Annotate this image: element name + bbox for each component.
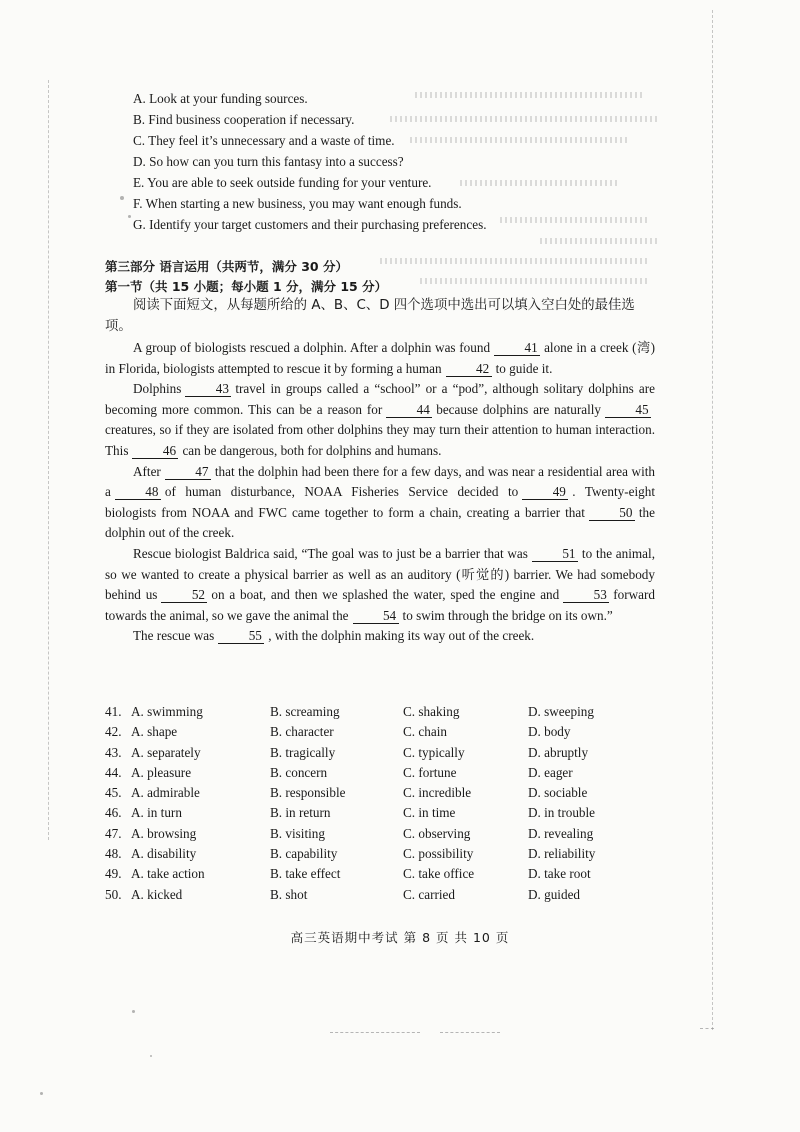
scan-speck — [128, 215, 131, 218]
paragraph: The rescue was 55 , with the dolphin making its way out of the creek. — [133, 628, 535, 644]
choice-row: 41. A. swimming B. screaming C. shaking D. sweeping — [105, 704, 594, 719]
option-item: F. When starting a new business, you may want enough funds. — [133, 196, 462, 211]
option-item: B. Find business cooperation if necessary. — [133, 112, 355, 127]
scan-dash — [440, 1032, 500, 1033]
choice-row: 47. A. browsing B. visiting C. observing D. revealing — [105, 825, 594, 841]
blank-44: 44 — [386, 402, 432, 418]
paragraph: A group of biologists rescued a dolphin. After a dolphin was found 41 alone in a creek (湾) in Florida, biologists attempted to rescue it by forming a human 42 to guide it. — [105, 340, 655, 376]
choice-row: 46. A. in turn B. in return C. in time D. in trouble — [105, 805, 596, 821]
blank-49: 49 — [522, 484, 568, 500]
option-item: A. Look at your funding sources. — [133, 91, 308, 106]
paragraph: Rescue biologist Baldrica said, “The goal was to just be a barrier that was 51 to the animal, so we wanted to create a physical barrier as well as an auditory (听觉的) barrier. We had somebody behind us 52 on a boat, and then we splashed the water, sped the engine and 53 forward towards the animal, so we gave the animal the 54 to swim through the bridge on its own.” — [105, 545, 655, 623]
section-3-title: 第三部分 语言运用（共两节，满分 30 分） — [105, 259, 348, 274]
blank-46: 46 — [132, 443, 178, 459]
option-list — [133, 88, 487, 235]
cloze-passage — [105, 338, 655, 647]
instructions: 阅读下面短文，从每题所给的 A、B、C、D 四个选项中选出可以填入空白处的最佳选项。 — [105, 298, 635, 334]
choice-row: 48. A. disability B. capability C. possibility D. reliability — [105, 846, 596, 862]
blank-52: 52 — [161, 587, 207, 603]
section-1-title: 第一节（共 15 小题；每小题 1 分，满分 15 分） — [105, 279, 388, 294]
scan-edge-right — [712, 10, 713, 1030]
choice-row: 50. A. kicked B. shot C. carried D. guided — [105, 886, 581, 902]
blank-51: 51 — [532, 546, 578, 562]
scan-noise — [500, 217, 650, 223]
blank-42: 42 — [446, 361, 492, 377]
blank-47: 47 — [165, 464, 211, 480]
blank-54: 54 — [353, 608, 399, 624]
blank-43: 43 — [185, 381, 231, 397]
blank-48: 48 — [115, 484, 161, 500]
scan-dash — [330, 1032, 420, 1033]
scan-noise — [380, 258, 650, 264]
scan-speck — [150, 1055, 152, 1057]
scan-noise — [540, 238, 660, 244]
page-footer: 高三英语期中考试 第 8 页 共 10 页 — [290, 930, 510, 945]
choice-row: 43. A. separately B. tragically C. typically D. abruptly — [105, 744, 589, 760]
scan-speck — [120, 196, 124, 200]
blank-45: 45 — [605, 402, 651, 418]
choice-row: 49. A. take action B. take effect C. take office D. take root — [105, 866, 591, 882]
scan-dash — [700, 1028, 714, 1029]
option-item: C. They feel it’s unnecessary and a waste of time. — [133, 133, 395, 148]
paragraph: After 47 that the dolphin had been there for a few days, and was near a residential area with a 48 of human disturbance, NOAA Fisheries Service decided to 49 . Twenty-eight biologists from NOAA and FWC came together to form a chain, creating a barrier that 50 the dolphin out of the creek. — [105, 463, 655, 541]
scan-edge-left — [48, 80, 49, 840]
blank-53: 53 — [563, 587, 609, 603]
blank-41: 41 — [494, 340, 540, 356]
option-item: E. You are able to seek outside funding for your venture. — [133, 175, 432, 190]
blank-55: 55 — [218, 628, 264, 644]
blank-50: 50 — [589, 505, 635, 521]
scan-speck — [132, 1010, 135, 1013]
choice-row: 45. A. admirable B. responsible C. incredible D. sociable — [105, 785, 588, 801]
scan-speck — [40, 1092, 43, 1095]
answer-choices — [105, 702, 648, 905]
scan-noise — [420, 278, 650, 284]
choice-row: 44. A. pleasure B. concern C. fortune D. eager — [105, 764, 573, 780]
option-item: D. So how can you turn this fantasy into a success? — [133, 154, 404, 169]
option-item: G. Identify your target customers and their purchasing preferences. — [133, 217, 487, 232]
paragraph: Dolphins 43 travel in groups called a “school” or a “pod”, although solitary dolphins are becoming more common. This can be a reason for 44 because dolphins are naturally 45creatures, so if they are isolated from other dolphins they may turn their attention to human interaction. This 46 can be dangerous, both for dolphins and humans. — [105, 381, 655, 458]
choice-row: 42. A. shape B. character C. chain D. body — [105, 724, 571, 740]
